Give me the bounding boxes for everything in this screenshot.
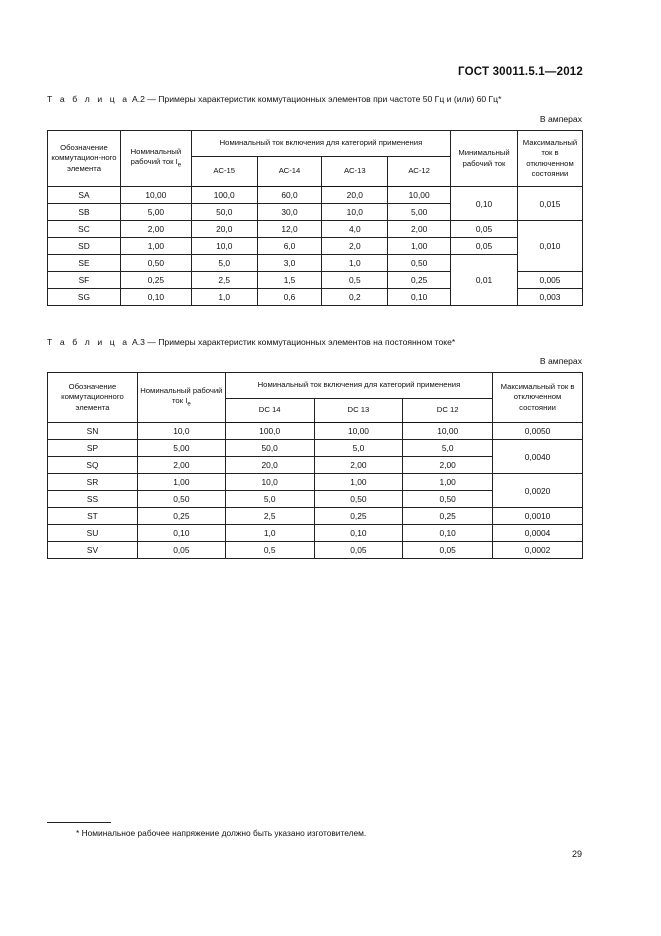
cell-value: 0,5 xyxy=(322,272,388,289)
table-a3-caption-label: Т а б л и ц а xyxy=(47,337,130,347)
table-a3-units: В амперах xyxy=(539,356,582,366)
cell-id: SS xyxy=(48,491,138,508)
cell-value: 50,0 xyxy=(191,204,257,221)
cell-value: 5,0 xyxy=(225,491,314,508)
col-category: АС-15 xyxy=(191,157,257,187)
footnote: * Номинальное рабочее напряжение должно быть указано изготовителем. xyxy=(76,828,367,838)
cell-ie: 5,00 xyxy=(137,440,225,457)
col-category: DC 13 xyxy=(314,399,403,423)
cell-value: 30,0 xyxy=(257,204,322,221)
cell-value: 20,0 xyxy=(322,187,388,204)
cell-ie: 1,00 xyxy=(137,474,225,491)
table-a3-caption-text: А.3 — Примеры характеристик коммутационных элементов на постоянном токе* xyxy=(131,337,456,347)
cell-value: 4,0 xyxy=(322,221,388,238)
cell-ie: 10,00 xyxy=(120,187,191,204)
table-row xyxy=(48,440,583,457)
cell-max: 0,0050 xyxy=(493,423,583,440)
col-category: АС-12 xyxy=(388,157,451,187)
col-rated-current: Номинальный рабочий ток $I_e$ xyxy=(120,131,191,187)
cell-value: 5,0 xyxy=(403,440,493,457)
cell-ie: 0,05 xyxy=(137,542,225,559)
cell-value: 50,0 xyxy=(225,440,314,457)
cell-value: 60,0 xyxy=(257,187,322,204)
table-a3 xyxy=(47,372,583,559)
cell-value: 0,25 xyxy=(403,508,493,525)
table-row xyxy=(48,221,583,238)
cell-min: 0,05 xyxy=(451,221,518,238)
table-row xyxy=(48,542,583,559)
cell-value: 10,00 xyxy=(388,187,451,204)
cell-min: 0,05 xyxy=(451,238,518,255)
cell-id: SF xyxy=(48,272,121,289)
cell-min: 0,01 xyxy=(451,255,518,306)
cell-value: 1,00 xyxy=(314,474,403,491)
cell-max: 0,0020 xyxy=(493,474,583,508)
cell-max: 0,003 xyxy=(517,289,582,306)
cell-value: 1,5 xyxy=(257,272,322,289)
table-row xyxy=(48,238,583,255)
cell-value: 10,0 xyxy=(225,474,314,491)
cell-value: 6,0 xyxy=(257,238,322,255)
cell-ie: 0,25 xyxy=(120,272,191,289)
col-making-current: Номинальный ток включения для категорий применения xyxy=(191,131,450,157)
cell-max: 0,005 xyxy=(517,272,582,289)
cell-id: SR xyxy=(48,474,138,491)
table-row xyxy=(48,474,583,491)
footnote-divider xyxy=(47,822,111,823)
cell-value: 0,50 xyxy=(403,491,493,508)
table-row xyxy=(48,255,583,272)
cell-id: ST xyxy=(48,508,138,525)
cell-value: 0,6 xyxy=(257,289,322,306)
col-min-current: Минимальный рабочий ток xyxy=(451,131,518,187)
cell-id: SE xyxy=(48,255,121,272)
cell-max: 0,0004 xyxy=(493,525,583,542)
cell-ie: 0,10 xyxy=(137,525,225,542)
cell-max: 0,0040 xyxy=(493,440,583,474)
cell-id: SC xyxy=(48,221,121,238)
cell-id: SU xyxy=(48,525,138,542)
table-a3-caption xyxy=(47,337,455,347)
cell-min: 0,10 xyxy=(451,187,518,221)
cell-ie: 2,00 xyxy=(120,221,191,238)
col-designation: Обозначение коммутационного элемента xyxy=(48,373,138,423)
cell-value: 0,10 xyxy=(314,525,403,542)
cell-value: 0,5 xyxy=(225,542,314,559)
cell-value: 0,25 xyxy=(388,272,451,289)
cell-id: SP xyxy=(48,440,138,457)
col-category: DC 12 xyxy=(403,399,493,423)
cell-value: 100,0 xyxy=(225,423,314,440)
cell-value: 1,0 xyxy=(191,289,257,306)
col-category: DC 14 xyxy=(225,399,314,423)
cell-value: 10,00 xyxy=(314,423,403,440)
page-number: 29 xyxy=(571,849,582,859)
table-row xyxy=(48,423,583,440)
cell-value: 2,5 xyxy=(191,272,257,289)
col-designation: Обозначение коммутацион-ного элемента xyxy=(48,131,121,187)
table-a2-caption-text: А.2 — Примеры характеристик коммутационных элементов при частоте 50 Гц и (или) 60 Гц* xyxy=(131,94,502,104)
cell-value: 0,05 xyxy=(403,542,493,559)
cell-id: SA xyxy=(48,187,121,204)
cell-value: 1,0 xyxy=(322,255,388,272)
cell-value: 0,10 xyxy=(403,525,493,542)
cell-value: 12,0 xyxy=(257,221,322,238)
cell-ie: 5,00 xyxy=(120,204,191,221)
cell-value: 0,05 xyxy=(314,542,403,559)
cell-value: 10,0 xyxy=(322,204,388,221)
col-category: АС-14 xyxy=(257,157,322,187)
cell-value: 100,0 xyxy=(191,187,257,204)
cell-ie: 0,50 xyxy=(137,491,225,508)
cell-ie: 1,00 xyxy=(120,238,191,255)
cell-value: 10,00 xyxy=(403,423,493,440)
cell-value: 5,0 xyxy=(191,255,257,272)
cell-value: 0,50 xyxy=(314,491,403,508)
table-a2-units: В амперах xyxy=(539,114,582,124)
cell-value: 2,00 xyxy=(388,221,451,238)
cell-id: SG xyxy=(48,289,121,306)
cell-value: 2,5 xyxy=(225,508,314,525)
cell-ie: 0,50 xyxy=(120,255,191,272)
table-row xyxy=(48,508,583,525)
cell-value: 0,50 xyxy=(388,255,451,272)
cell-value: 0,10 xyxy=(388,289,451,306)
table-a2-caption-label: Т а б л и ц а xyxy=(47,94,130,104)
cell-ie: 0,25 xyxy=(137,508,225,525)
cell-value: 5,00 xyxy=(388,204,451,221)
table-a2 xyxy=(47,130,583,306)
cell-max: 0,010 xyxy=(517,221,582,272)
cell-ie: 0,10 xyxy=(120,289,191,306)
cell-value: 1,0 xyxy=(225,525,314,542)
col-rated-current: Номинальный рабочий ток $I_e$ xyxy=(137,373,225,423)
cell-value: 20,0 xyxy=(225,457,314,474)
cell-ie: 10,0 xyxy=(137,423,225,440)
cell-id: SQ xyxy=(48,457,138,474)
cell-value: 2,00 xyxy=(403,457,493,474)
cell-id: SB xyxy=(48,204,121,221)
cell-value: 3,0 xyxy=(257,255,322,272)
col-category: АС-13 xyxy=(322,157,388,187)
cell-max: 0,0002 xyxy=(493,542,583,559)
cell-value: 0,2 xyxy=(322,289,388,306)
col-max-current: Максимальный ток в отключенном состоянии xyxy=(493,373,583,423)
cell-value: 0,25 xyxy=(314,508,403,525)
cell-value: 5,0 xyxy=(314,440,403,457)
table-row xyxy=(48,187,583,204)
cell-value: 10,0 xyxy=(191,238,257,255)
cell-max: 0,0010 xyxy=(493,508,583,525)
col-making-current: Номинальный ток включения для категорий применения xyxy=(225,373,492,399)
table-row xyxy=(48,525,583,542)
standard-designation: ГОСТ 30011.5.1—2012 xyxy=(458,66,583,78)
cell-id: SV xyxy=(48,542,138,559)
cell-ie: 2,00 xyxy=(137,457,225,474)
cell-id: SD xyxy=(48,238,121,255)
cell-value: 2,0 xyxy=(322,238,388,255)
cell-value: 1,00 xyxy=(403,474,493,491)
cell-max: 0,015 xyxy=(517,187,582,221)
cell-value: 20,0 xyxy=(191,221,257,238)
col-max-current: Максимальный ток в отключенном состоянии xyxy=(517,131,582,187)
table-a2-caption xyxy=(47,94,501,104)
cell-value: 1,00 xyxy=(388,238,451,255)
cell-id: SN xyxy=(48,423,138,440)
cell-value: 2,00 xyxy=(314,457,403,474)
